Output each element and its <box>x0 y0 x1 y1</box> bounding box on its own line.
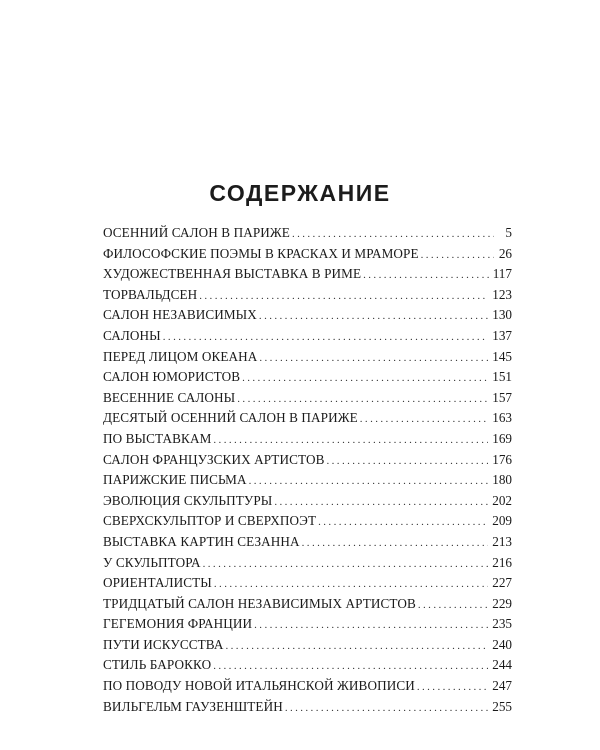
dot-leader <box>421 245 494 266</box>
dot-leader <box>285 698 488 719</box>
toc-entry[interactable] <box>103 614 512 635</box>
toc-page-number: 202 <box>492 492 512 508</box>
dot-leader <box>242 368 488 389</box>
toc-page-number: 145 <box>492 348 512 364</box>
toc-entry-title: ВЕСЕННИЕ САЛОНЫ <box>103 389 236 405</box>
toc-page-number: 247 <box>492 678 512 694</box>
toc-entry-title: ПО ПОВОДУ НОВОЙ ИТАЛЬЯНСКОЙ ЖИВОПИСИ <box>103 678 415 694</box>
toc-entry[interactable] <box>103 285 512 306</box>
toc-page-number: 157 <box>492 389 512 405</box>
toc-entry[interactable] <box>103 429 512 450</box>
dot-leader <box>363 265 489 286</box>
toc-entry-title: САЛОН НЕЗАВИСИМЫХ <box>103 307 257 323</box>
toc-page-number: 240 <box>492 636 512 652</box>
toc-entry[interactable] <box>103 223 512 244</box>
toc-page-number: 151 <box>492 369 512 385</box>
toc-page-number: 26 <box>498 245 512 261</box>
dot-leader <box>292 224 494 245</box>
dot-leader <box>259 348 488 369</box>
toc-entry-title: ПЕРЕД ЛИЦОМ ОКЕАНА <box>103 348 258 364</box>
toc-entry-title: ОРИЕНТАЛИСТЫ <box>103 575 212 591</box>
dot-leader <box>225 636 488 657</box>
toc-page-number: 117 <box>492 266 512 282</box>
dot-leader <box>274 492 488 513</box>
toc-entry[interactable] <box>103 470 512 491</box>
toc-entry[interactable] <box>103 244 512 265</box>
toc-page-number: 123 <box>492 286 512 302</box>
dot-leader <box>318 512 488 533</box>
toc-entry-title: ВЫСТАВКА КАРТИН СЕЗАННА <box>103 533 300 549</box>
dot-leader <box>418 595 488 616</box>
toc-title: СОДЕРЖАНИЕ <box>209 180 391 206</box>
toc-entry[interactable] <box>103 532 512 553</box>
dot-leader <box>259 306 488 327</box>
toc-entry-title: ДЕСЯТЫЙ ОСЕННИЙ САЛОН В ПАРИЖЕ <box>103 410 358 426</box>
toc-page-number: 244 <box>492 657 512 673</box>
toc-page-number: 5 <box>505 225 512 240</box>
toc-entry-title: ПАРИЖСКИЕ ПИСЬМА <box>103 472 247 488</box>
toc-entry-title: У СКУЛЬПТОРА <box>103 554 201 570</box>
dot-leader <box>302 533 489 554</box>
dot-leader <box>214 574 488 595</box>
toc-page-number: 213 <box>492 533 512 549</box>
toc-entry-title: САЛОНЫ <box>103 327 161 343</box>
toc-page-number: 169 <box>492 430 512 446</box>
toc-page-number: 216 <box>492 554 512 570</box>
toc-entry[interactable] <box>103 553 512 574</box>
dot-leader <box>417 677 488 698</box>
toc-entry[interactable] <box>103 264 512 285</box>
dot-leader <box>213 656 488 677</box>
toc-entry[interactable] <box>103 655 512 676</box>
toc-entry-title: ТОРВАЛЬДСЕН <box>103 286 198 302</box>
dot-leader <box>237 389 488 410</box>
toc-list <box>103 223 512 717</box>
toc-page-number: 229 <box>492 595 512 611</box>
toc-entry-title: ВИЛЬГЕЛЬМ ГАУЗЕНШТЕЙН <box>103 698 283 714</box>
toc-page-number: 163 <box>492 410 512 426</box>
toc-entry[interactable] <box>103 408 512 429</box>
toc-page-number: 180 <box>492 472 512 488</box>
toc-entry-title: ПО ВЫСТАВКАМ <box>103 430 212 446</box>
toc-entry-title: САЛОН ФРАНЦУЗСКИХ АРТИСТОВ <box>103 451 325 467</box>
toc-entry[interactable] <box>103 676 512 697</box>
dot-leader <box>327 451 489 472</box>
toc-entry[interactable] <box>103 305 512 326</box>
toc-entry[interactable] <box>103 573 512 594</box>
toc-entry[interactable] <box>103 635 512 656</box>
toc-entry[interactable] <box>103 594 512 615</box>
dot-leader <box>254 615 488 636</box>
toc-page-number: 176 <box>492 451 512 467</box>
toc-page-number: 255 <box>492 698 512 714</box>
toc-page-number: 137 <box>492 327 512 343</box>
toc-entry[interactable] <box>103 326 512 347</box>
toc-entry[interactable] <box>103 697 512 718</box>
toc-entry-title: ПУТИ ИСКУССТВА <box>103 636 224 652</box>
toc-entry[interactable] <box>103 491 512 512</box>
toc-entry-title: САЛОН ЮМОРИСТОВ <box>103 369 241 385</box>
toc-entry[interactable] <box>103 450 512 471</box>
toc-entry-title: ТРИДЦАТЫЙ САЛОН НЕЗАВИСИМЫХ АРТИСТОВ <box>103 595 416 611</box>
toc-page-number: 227 <box>492 575 512 591</box>
toc-page-number: 130 <box>492 307 512 323</box>
toc-entry-title: СВЕРХСКУЛЬПТОР И СВЕРХПОЭТ <box>103 513 317 529</box>
toc-entry[interactable] <box>103 388 512 409</box>
toc-entry-title: ОСЕННИЙ САЛОН В ПАРИЖЕ <box>103 225 290 240</box>
dot-leader <box>213 430 488 451</box>
dot-leader <box>360 409 488 430</box>
toc-page-number: 209 <box>492 513 512 529</box>
toc-entry-title: СТИЛЬ БАРОККО <box>103 657 212 673</box>
dot-leader <box>199 286 488 307</box>
dot-leader <box>249 471 489 492</box>
toc-entry[interactable] <box>103 347 512 368</box>
toc-entry[interactable] <box>103 367 512 388</box>
toc-entry-title: ФИЛОСОФСКИЕ ПОЭМЫ В КРАСКАХ И МРАМОРЕ <box>103 245 419 261</box>
toc-entry-title: ХУДОЖЕСТВЕННАЯ ВЫСТАВКА В РИМЕ <box>103 266 362 282</box>
toc-entry[interactable] <box>103 511 512 532</box>
dot-leader <box>163 327 488 348</box>
toc-page-number: 235 <box>492 616 512 632</box>
toc-entry-title: ГЕГЕМОНИЯ ФРАНЦИИ <box>103 616 253 632</box>
toc-entry-title: ЭВОЛЮЦИЯ СКУЛЬПТУРЫ <box>103 492 273 508</box>
dot-leader <box>203 554 489 575</box>
